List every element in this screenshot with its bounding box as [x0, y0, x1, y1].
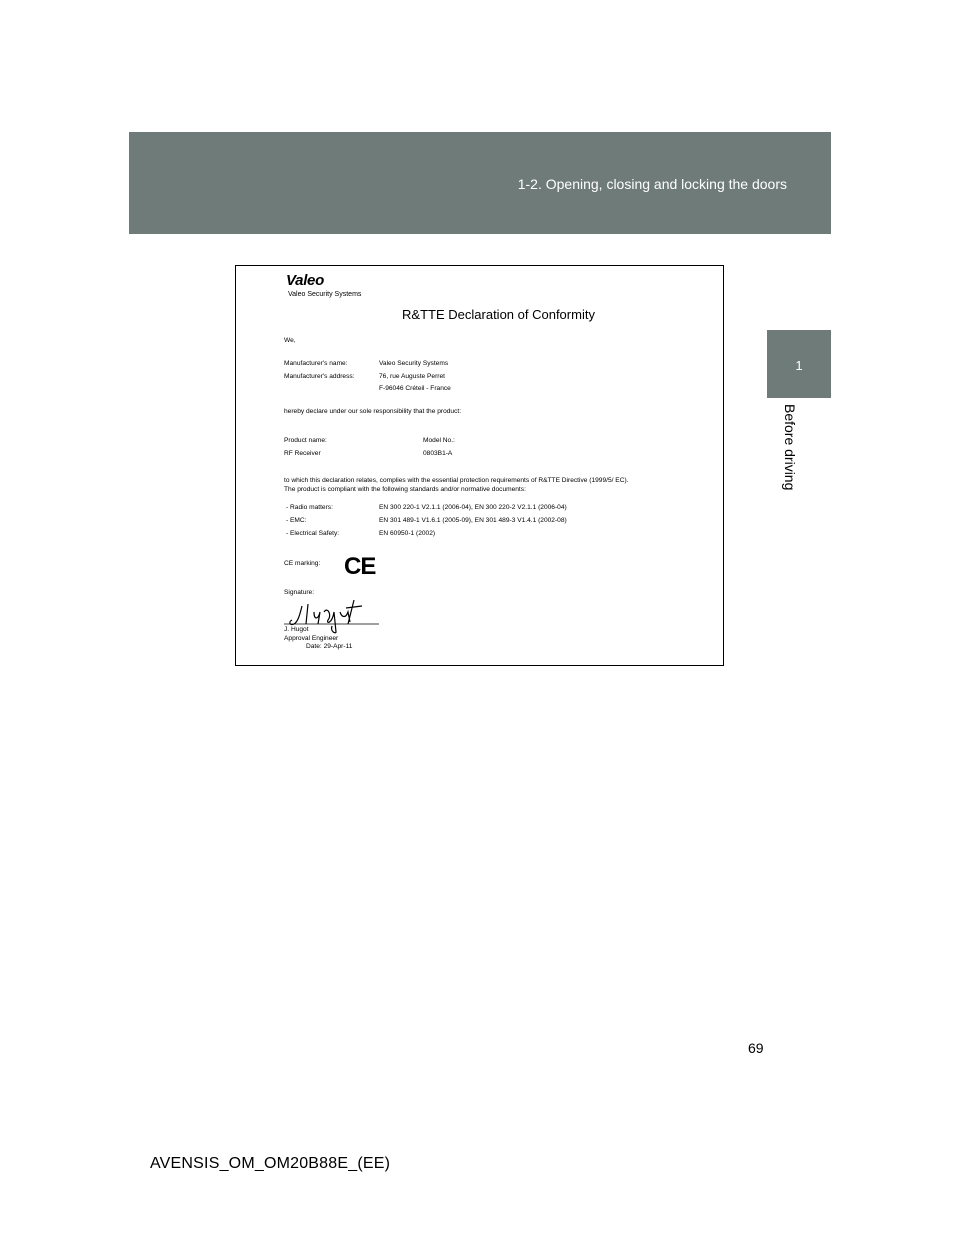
- standard-value: EN 301 489-1 V1.6.1 (2005-09), EN 301 489-3 V1.4.1 (2002-08): [379, 517, 567, 524]
- manufacturer-address-label: Manufacturer's address:: [284, 373, 355, 380]
- signer-name: J. Hugot: [284, 626, 309, 633]
- signature-date: Date: 29-Apr-11: [306, 643, 353, 650]
- page-number: 69: [748, 1040, 764, 1056]
- ce-mark-icon: CE: [344, 553, 376, 580]
- ce-marking-label: CE marking:: [284, 560, 321, 567]
- declaration-document: [235, 265, 724, 666]
- address-line-1: 76, rue Auguste Perret: [379, 373, 445, 380]
- standard-label: - Electrical Safety:: [286, 530, 340, 537]
- valeo-logo: Valeo: [286, 272, 324, 289]
- footer-code: AVENSIS_OM_OM20B88E_(EE): [150, 1155, 391, 1172]
- product-name-label: Product name:: [284, 437, 327, 444]
- standard-label: - Radio matters:: [286, 504, 333, 511]
- compliance-line-1: to which this declaration relates, complies with the essential protection requirements of R&TTE Directive (1999/5/ EC).: [284, 477, 629, 484]
- document-title: R&TTE Declaration of Conformity: [402, 307, 595, 322]
- model-no-value: 0803B1-A: [423, 450, 453, 457]
- compliance-line-2: The product is compliant with the following standards and/or normative documents:: [284, 486, 526, 493]
- header-band: [129, 132, 831, 234]
- standard-value: EN 60950-1 (2002): [379, 530, 436, 537]
- declaration-text: hereby declare under our sole responsibility that the product:: [284, 408, 462, 415]
- signature-label: Signature:: [284, 589, 315, 596]
- chapter-number: 1: [795, 358, 803, 373]
- model-no-label: Model No.:: [423, 437, 455, 444]
- manufacturer-name-value: Valeo Security Systems: [379, 360, 449, 367]
- standard-value: EN 300 220-1 V2.1.1 (2006-04), EN 300 220-2 V2.1.1 (2006-04): [379, 504, 567, 511]
- product-name-value: RF Receiver: [284, 450, 321, 457]
- address-line-2: F-96046 Créteil - France: [379, 385, 451, 392]
- we-text: We,: [284, 337, 296, 344]
- section-title: 1-2. Opening, closing and locking the doors: [517, 176, 787, 192]
- chapter-label: Before driving: [782, 404, 798, 491]
- standard-label: - EMC:: [286, 517, 307, 524]
- side-tab: [767, 330, 831, 398]
- signer-title: Approval Engineer: [284, 635, 339, 642]
- manufacturer-name-label: Manufacturer's name:: [284, 360, 348, 367]
- company-subtitle: Valeo Security Systems: [288, 291, 362, 298]
